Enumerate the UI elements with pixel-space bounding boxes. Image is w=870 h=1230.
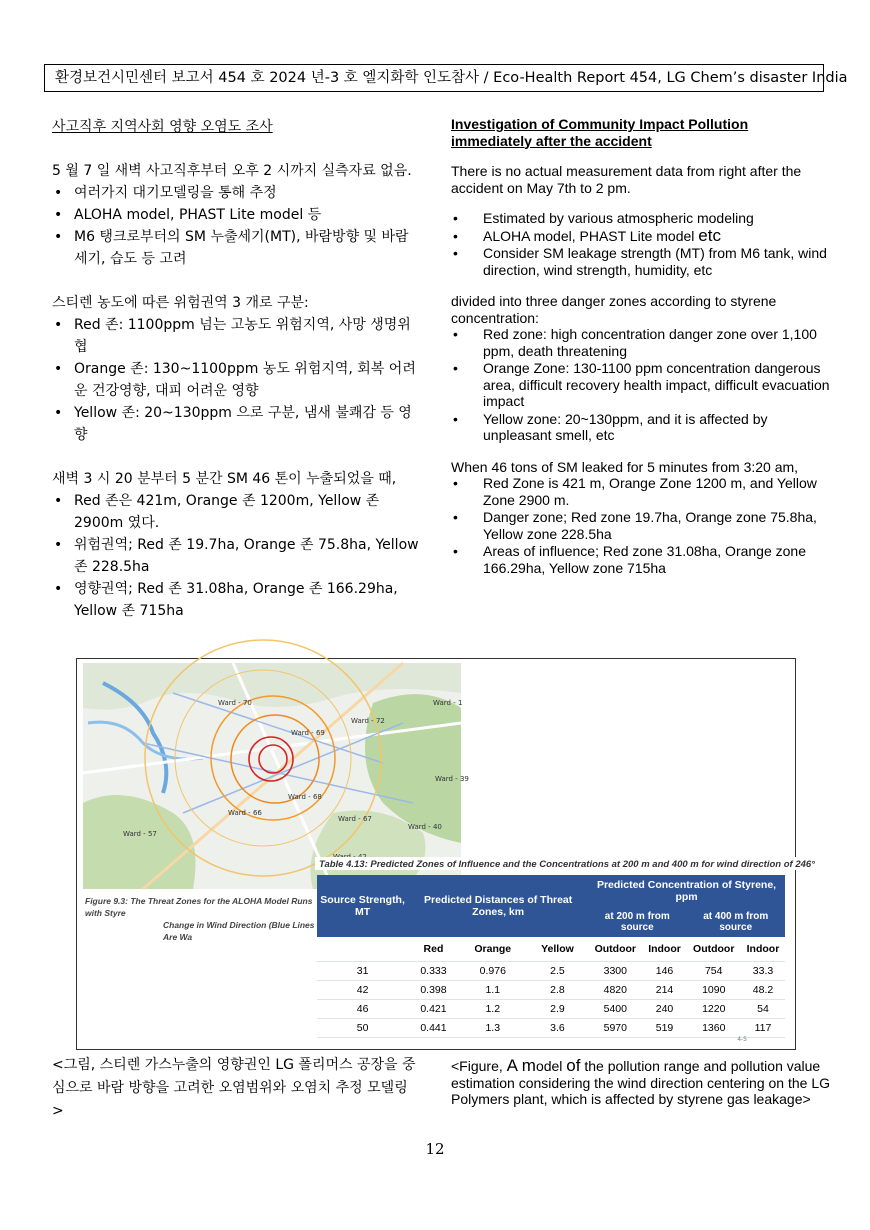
korean-title: 사고직후 지역사회 영향 오염도 조사 xyxy=(52,119,273,135)
zone-header-outdoor-400: Outdoor xyxy=(687,937,741,962)
table-cell: 3300 xyxy=(588,962,642,981)
zone-header-indoor-200: Indoor xyxy=(643,937,687,962)
table-cell: 31 xyxy=(317,962,408,981)
table-cell: 1360 xyxy=(687,1019,741,1038)
ward-label: Ward - 72 xyxy=(351,717,385,725)
table-cell: 519 xyxy=(643,1019,687,1038)
list-item: • Orange 존: 130~1100ppm 농도 위험지역, 회복 어려운 건강영향, 대피 어려운 영향 xyxy=(52,358,422,402)
list-item: • Danger zone; Red zone 19.7ha, Orange zone 75.8ha, Yellow zone 228.5ha xyxy=(451,509,831,542)
map-caption xyxy=(85,895,321,943)
table-cell: 3.6 xyxy=(527,1019,588,1038)
map-caption-line-1: Figure 9.3: The Threat Zones for the ALOHA Model Runs with Styre xyxy=(85,896,313,918)
table-cell: 33.3 xyxy=(741,962,785,981)
header-styrene-concentration: Predicted Concentration of Styrene, ppm xyxy=(588,875,785,907)
table-cell: 2.9 xyxy=(527,1000,588,1019)
table-row xyxy=(317,1019,785,1038)
table-cell: 2.5 xyxy=(527,962,588,981)
korean-paragraph-2: 스티렌 농도에 따른 위험권역 3 개로 구분: xyxy=(52,295,309,311)
report-header: 환경보건시민센터 보고서 454 호 2024 년-3 호 엘지화학 인도참사 / Eco-Health Report 454, LG Chem’s disaster India xyxy=(44,64,824,92)
table-row xyxy=(317,981,785,1000)
list-item: • 여러가지 대기모델링을 통해 추정 xyxy=(52,182,422,204)
list-item: • Orange Zone: 130-1100 ppm concentration dangerous area, difficult recovery health impact, difficult evacuation impact xyxy=(451,360,831,410)
table-cell: 1090 xyxy=(687,981,741,1000)
figure-box xyxy=(76,658,815,1050)
list-item-text: ALOHA model, PHAST Lite model xyxy=(483,227,699,244)
zone-header-indoor-400: Indoor xyxy=(741,937,785,962)
korean-bullets-1 xyxy=(52,182,422,270)
ward-label: Ward - 67 xyxy=(338,815,372,823)
concentration-table xyxy=(317,875,785,1038)
table-cell: 42 xyxy=(317,981,408,1000)
page-number: 12 xyxy=(425,1140,445,1158)
ward-label: Ward - 66 xyxy=(228,809,262,817)
empty-cell xyxy=(317,937,408,962)
caption-part: of xyxy=(566,1056,581,1075)
table-cell: 54 xyxy=(741,1000,785,1019)
list-item: • 위험권역; Red 존 19.7ha, Orange 존 75.8ha, Yellow 존 228.5ha xyxy=(52,534,422,578)
caption-part: odel xyxy=(535,1058,567,1074)
list-item-etc: etc xyxy=(698,225,721,245)
figure-caption-korean: <그림, 스티렌 가스누출의 영향권인 LG 폴리머스 공장을 중심으로 바람 방향을 고려한 오염범위와 오염치 추정 모델링 > xyxy=(52,1057,416,1119)
zone-header-outdoor-200: Outdoor xyxy=(588,937,642,962)
korean-bullets-2 xyxy=(52,314,422,446)
english-title: Investigation of Community Impact Pollution immediately after the accident xyxy=(451,116,749,149)
ward-label: Ward - 1 xyxy=(433,699,463,707)
english-column xyxy=(451,116,831,577)
table-row xyxy=(317,962,785,981)
caption-part: m xyxy=(517,1056,536,1075)
threat-zone-map xyxy=(83,663,469,889)
list-item xyxy=(451,225,831,245)
ward-label: Ward - 70 xyxy=(218,699,252,707)
table-row xyxy=(317,1000,785,1019)
table-cell: 0.421 xyxy=(408,1000,459,1019)
english-paragraph-3: When 46 tons of SM leaked for 5 minutes from 3:20 am, xyxy=(451,458,799,475)
caption-part: <Figure, xyxy=(451,1058,507,1074)
table-cell: 1.2 xyxy=(459,1000,527,1019)
list-item: • Red Zone is 421 m, Orange Zone 1200 m, and Yellow Zone 2900 m. xyxy=(451,475,831,508)
table-cell: 1.3 xyxy=(459,1019,527,1038)
list-item: • Yellow zone: 20~130ppm, and it is affected by unpleasant smell, etc xyxy=(451,411,831,444)
ward-label: Ward - 68 xyxy=(288,793,322,801)
list-item: • Consider SM leakage strength (MT) from M6 tank, wind direction, wind strength, humidity, etc xyxy=(451,245,831,278)
table-cell: 1220 xyxy=(687,1000,741,1019)
table-cell: 0.398 xyxy=(408,981,459,1000)
english-bullets-3 xyxy=(451,475,831,576)
table-cell: 5400 xyxy=(588,1000,642,1019)
figure-caption-english xyxy=(451,1058,831,1108)
table-cell: 146 xyxy=(643,962,687,981)
english-bullets-1 xyxy=(451,210,831,278)
list-item: • M6 탱크로부터의 SM 누출세기(MT), 바람방향 및 바람세기, 습도 등 고려 xyxy=(52,226,422,270)
table-cell: 117 xyxy=(741,1019,785,1038)
ward-label: Ward - 57 xyxy=(123,830,157,838)
table-cell: 50 xyxy=(317,1019,408,1038)
table-cell: 0.976 xyxy=(459,962,527,981)
zone-header-row xyxy=(317,937,785,962)
korean-paragraph-1: 5 월 7 일 새벽 사고직후부터 오후 2 시까지 실측자료 없음. xyxy=(52,163,412,179)
english-paragraph-1: There is no actual measurement data from right after the accident on May 7th to 2 pm. xyxy=(451,163,802,196)
table-cell: 46 xyxy=(317,1000,408,1019)
zone-header-yellow: Yellow xyxy=(527,937,588,962)
list-item: • 영향권역; Red 존 31.08ha, Orange 존 166.29ha, Yellow 존 715ha xyxy=(52,578,422,622)
korean-paragraph-3: 새벽 3 시 20 분부터 5 분간 SM 46 톤이 누출되었을 때, xyxy=(52,471,397,487)
caption-part: the pollution range and pollution value estimation considering the wind direction centering on the LG Polymers plant, which is affected by styrene gas leakage> xyxy=(451,1058,830,1107)
list-item: • ALOHA model, PHAST Lite model 등 xyxy=(52,204,422,226)
korean-column xyxy=(52,116,422,622)
table-cell: 4820 xyxy=(588,981,642,1000)
list-item: • Red 존: 1100ppm 넘는 고농도 위험지역, 사망 생명위협 xyxy=(52,314,422,358)
table-cell: 5970 xyxy=(588,1019,642,1038)
table-cell: 754 xyxy=(687,962,741,981)
ward-label: Ward - 69 xyxy=(291,729,325,737)
table-cell: 48.2 xyxy=(741,981,785,1000)
table-cell: 0.333 xyxy=(408,962,459,981)
header-source-strength: Source Strength, MT xyxy=(317,875,408,937)
ward-label: Ward - 40 xyxy=(408,823,442,831)
table-title: Table 4.13: Predicted Zones of Influence and the Concentrations at 200 m and 400 m for wind direction of 246° xyxy=(315,857,799,870)
table-cell: 240 xyxy=(643,1000,687,1019)
map-caption-line-2: Change in Wind Direction (Blue Lines Are Wa xyxy=(163,920,315,942)
zone-header-orange: Orange xyxy=(459,937,527,962)
list-item: • Red zone: high concentration danger zone over 1,100 ppm, death threatening xyxy=(451,326,831,359)
list-item: • Estimated by various atmospheric modeling xyxy=(451,210,831,227)
ward-label: Ward - 39 xyxy=(435,775,469,783)
header-400m: at 400 m from source xyxy=(687,907,785,937)
table-footnote: 4-5 xyxy=(737,1036,747,1043)
english-paragraph-2: divided into three danger zones according to styrene concentration: xyxy=(451,293,777,326)
list-item: • Areas of influence; Red zone 31.08ha, Orange zone 166.29ha, Yellow zone 715ha xyxy=(451,543,831,576)
zone-header-red: Red xyxy=(408,937,459,962)
table-cell: 214 xyxy=(643,981,687,1000)
list-item: • Yellow 존: 20~130ppm 으로 구분, 냄새 불쾌감 등 영향 xyxy=(52,402,422,446)
table-cell: 2.8 xyxy=(527,981,588,1000)
table-cell: 1.1 xyxy=(459,981,527,1000)
header-threat-distances: Predicted Distances of Threat Zones, km xyxy=(408,875,588,937)
korean-bullets-3 xyxy=(52,490,422,622)
english-bullets-2 xyxy=(451,326,831,444)
caption-part: A xyxy=(506,1056,518,1075)
header-200m: at 200 m from source xyxy=(588,907,686,937)
table-cell: 0.441 xyxy=(408,1019,459,1038)
list-item: • Red 존은 421m, Orange 존 1200m, Yellow 존 2900m 였다. xyxy=(52,490,422,534)
